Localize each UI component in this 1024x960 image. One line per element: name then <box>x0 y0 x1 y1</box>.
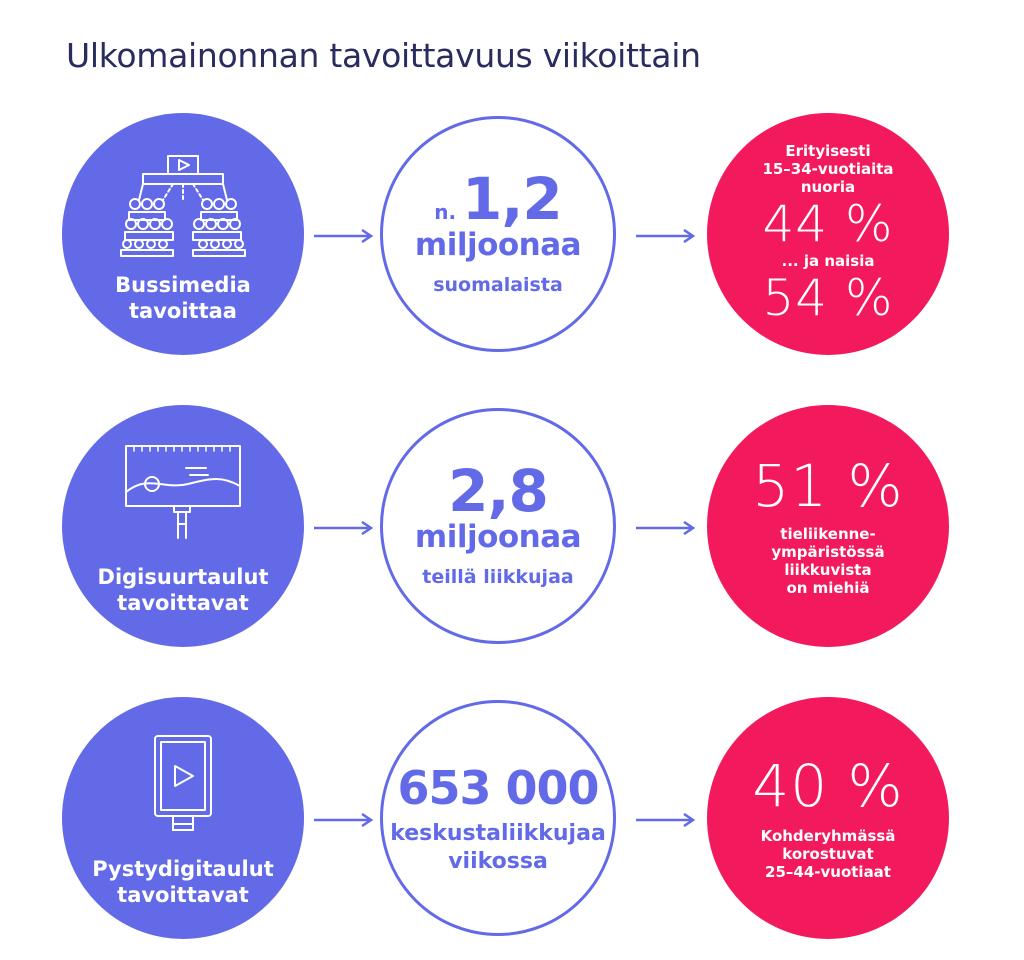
reach-sub: teillä liikkujaa <box>422 566 574 588</box>
highlight-percent: 40 % <box>752 752 904 820</box>
arrow-right-icon <box>634 229 696 243</box>
arrow-right-icon <box>312 229 374 243</box>
arrow-right-icon <box>634 521 696 535</box>
digisuurtaulut-reach-circle <box>380 408 616 644</box>
highlight-percent: 44 % <box>762 195 894 253</box>
pystydigitaulut-label: Pystydigitaulut tavoittavat <box>92 857 274 907</box>
arrow-right-icon <box>312 521 374 535</box>
digisuurtaulut-label: Digisuurtaulut tavoittavat <box>97 565 269 615</box>
highlight-text: Kohderyhmässä korostuvat 25–44-vuotiaat <box>760 827 896 881</box>
arrow-right-icon <box>312 813 374 827</box>
arrow-right-icon <box>634 813 696 827</box>
bussimedia-highlight-circle <box>707 113 949 355</box>
pystydigitaulut-highlight-circle <box>707 697 949 939</box>
highlight-percent: 54 % <box>762 269 894 327</box>
billboard-icon <box>118 442 248 550</box>
reach-number: 2,8 <box>448 457 548 525</box>
highlight-percent: 51 % <box>752 452 904 520</box>
reach-sub: keskustaliikkujaa viikossa <box>390 821 606 874</box>
bussimedia-label: Bussimedia tavoittaa <box>115 273 251 323</box>
page-title: Ulkomainonnan tavoittavuus viikoittain <box>66 36 701 75</box>
vertical-screen-icon <box>143 734 223 842</box>
audience-screen-icon <box>113 150 253 258</box>
bussimedia-reach-circle <box>380 116 616 352</box>
bussimedia-circle <box>62 113 304 355</box>
digisuurtaulut-highlight-circle <box>707 405 949 647</box>
reach-unit: miljoonaa <box>414 519 582 555</box>
reach-number: 1,2 <box>462 165 562 233</box>
highlight-intro: Erityisesti 15–34-vuotiaita nuoria <box>762 142 894 196</box>
digisuurtaulut-circle <box>62 405 304 647</box>
highlight-text: tieliikenne- ympäristössä liikkuvista on miehiä <box>771 525 885 597</box>
highlight-mid: ... ja naisia <box>781 252 875 270</box>
reach-sub: suomalaista <box>433 274 563 296</box>
reach-number: 653 000 <box>397 761 599 815</box>
reach-prefix: n. <box>434 200 457 224</box>
reach-unit: miljoonaa <box>414 227 582 263</box>
pystydigitaulut-circle <box>62 697 304 939</box>
pystydigitaulut-reach-circle <box>380 700 616 936</box>
